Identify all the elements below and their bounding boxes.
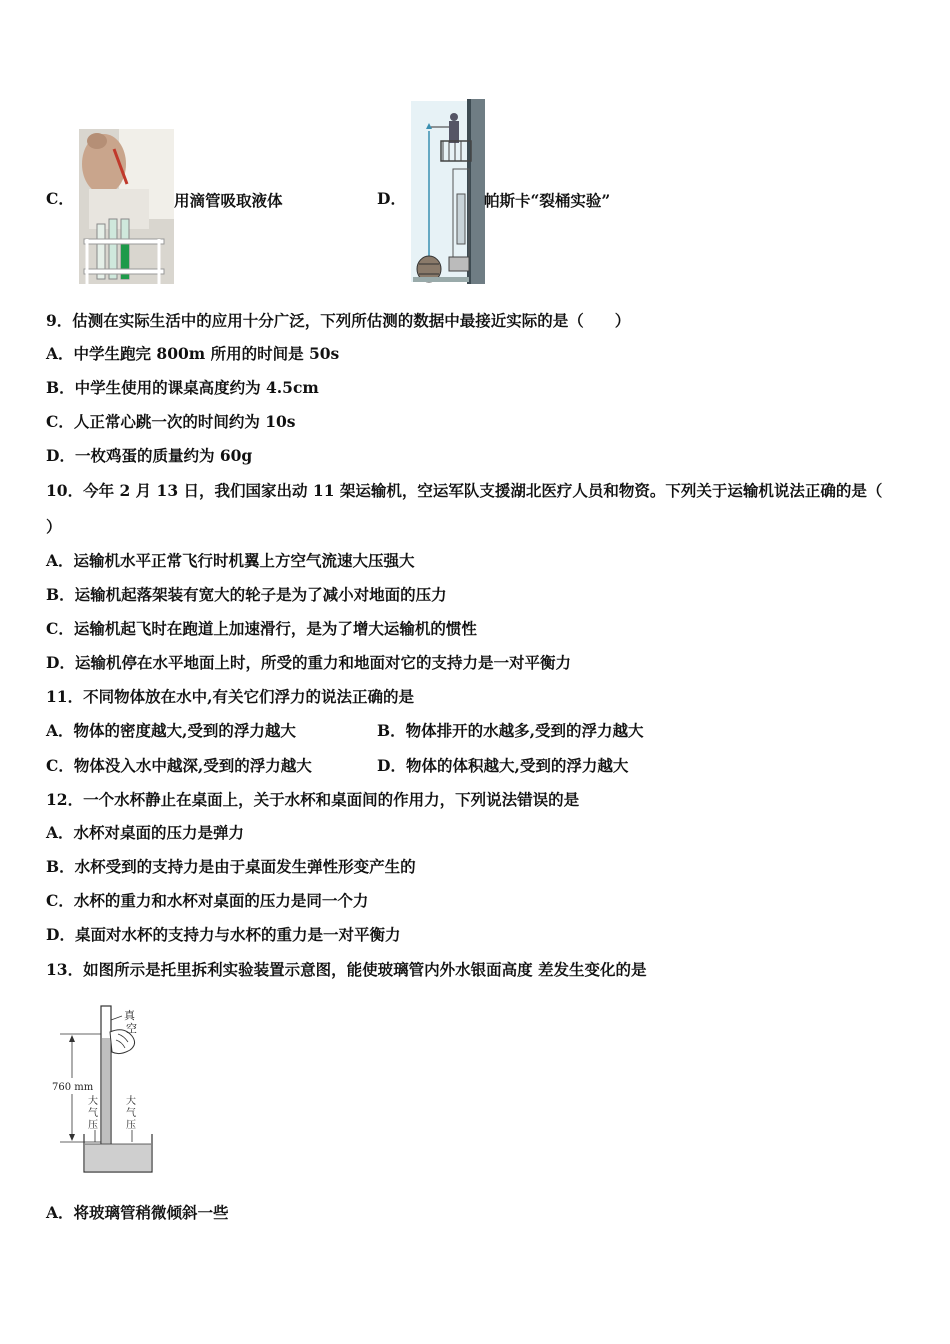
fig-vacuum-char2: 空 bbox=[126, 1022, 137, 1035]
fig-atm-left-3: 压 bbox=[88, 1120, 98, 1131]
q10-option-c: C．运输机起飞时在跑道上加速滑行，是为了增大运输机的惯性 bbox=[46, 619, 477, 638]
torricelli-apparatus-diagram bbox=[50, 1004, 158, 1176]
q9-option-b: B．中学生使用的课桌高度约为 4.5cm bbox=[46, 378, 319, 397]
q12-stem: 12．一个水杯静止在桌面上，关于水杯和桌面间的作用力，下列说法错误的是 bbox=[46, 790, 580, 809]
q9-option-c: C．人正常心跳一次的时间约为 10s bbox=[46, 412, 296, 431]
fig-atm-right-1: 大 bbox=[126, 1096, 136, 1107]
q11-stem: 11．不同物体放在水中,有关它们浮力的说法正确的是 bbox=[46, 687, 414, 706]
q10-stem-end: ） bbox=[46, 517, 62, 536]
dropper-photo bbox=[79, 129, 174, 284]
fig-atm-left-1: 大 bbox=[88, 1096, 98, 1107]
q10-option-a: A．运输机水平正常飞行时机翼上方空气流速大压强大 bbox=[46, 551, 415, 570]
q11-option-c: C．物体没入水中越深,受到的浮力越大 bbox=[46, 756, 312, 775]
q12-option-c: C．水杯的重力和水杯对桌面的压力是同一个力 bbox=[46, 891, 369, 910]
q11-option-a: A．物体的密度越大,受到的浮力越大 bbox=[46, 721, 296, 740]
q12-option-b: B．水杯受到的支持力是由于桌面发生弹性形变产生的 bbox=[46, 857, 416, 876]
q9-option-d: D．一枚鸡蛋的质量约为 60g bbox=[46, 446, 253, 465]
fig-atm-right-3: 压 bbox=[126, 1120, 136, 1131]
pascal-barrel-illustration bbox=[409, 99, 485, 284]
q13-option-a: A．将玻璃管稍微倾斜一些 bbox=[46, 1203, 229, 1222]
q9-stem: 9．估测在实际生活中的应用十分广泛，下列所估测的数据中最接近实际的是（ ） bbox=[46, 311, 631, 330]
q8-d-caption: 帕斯卡“裂桶实验” bbox=[484, 191, 611, 210]
fig-atm-right-2: 气 bbox=[126, 1108, 136, 1119]
q8-c-label: C． bbox=[46, 189, 74, 208]
fig-height-label: 760 mm bbox=[52, 1082, 94, 1093]
q11-option-b: B．物体排开的水越多,受到的浮力越大 bbox=[377, 721, 644, 740]
q13-stem: 13．如图所示是托里拆利实验装置示意图，能使玻璃管内外水银面高度 差发生变化的是 bbox=[46, 960, 647, 979]
q11-option-d: D．物体的体积越大,受到的浮力越大 bbox=[377, 756, 629, 775]
fig-vacuum-char1: 真 bbox=[124, 1009, 135, 1022]
q10-option-b: B．运输机起落架装有宽大的轮子是为了减小对地面的压力 bbox=[46, 585, 447, 604]
q8-c-caption: 用滴管吸取液体 bbox=[174, 191, 283, 210]
q10-option-d: D．运输机停在水平地面上时，所受的重力和地面对它的支持力是一对平衡力 bbox=[46, 653, 571, 672]
q8-d-label: D． bbox=[377, 189, 406, 208]
q12-option-d: D．桌面对水杯的支持力与水杯的重力是一对平衡力 bbox=[46, 925, 401, 944]
fig-atm-left-2: 气 bbox=[88, 1108, 98, 1119]
q10-stem: 10．今年 2 月 13 日，我们国家出动 11 架运输机，空运军队支援湖北医疗人员和物资。下列关于运输机说法正确的是（ bbox=[46, 481, 883, 500]
q9-option-a: A．中学生跑完 800m 所用的时间是 50s bbox=[46, 344, 340, 363]
q12-option-a: A．水杯对桌面的压力是弹力 bbox=[46, 823, 245, 842]
